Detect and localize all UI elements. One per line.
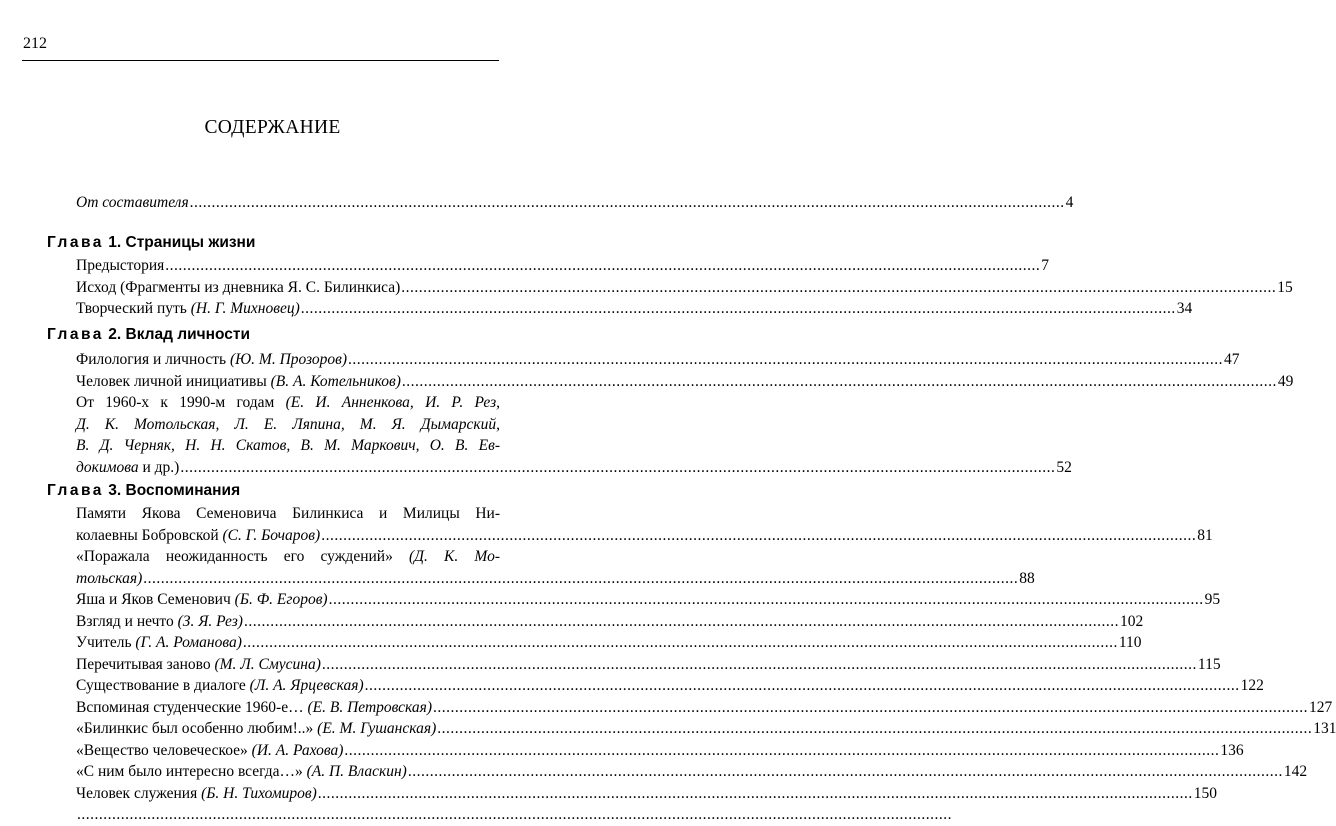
entry-text: Взгляд и нечто: [76, 612, 178, 630]
entry-author: (В. А. Котельников): [270, 372, 401, 390]
dot-leader: [321, 525, 1196, 547]
chapter-number: 1.: [108, 234, 122, 251]
entry-text: Учитель: [76, 634, 136, 651]
dot-leader: [190, 192, 1065, 214]
chapter-title: Вклад личности: [125, 326, 250, 343]
toc-entry: [76, 675, 1264, 697]
entry-author: (Ю. М. Прозоров): [230, 351, 348, 368]
entry-author: (Е. В. Петровская): [307, 698, 433, 716]
entry-author: (Г. А. Романова): [135, 634, 242, 651]
entry-text: Яша и Яков Семенович: [76, 591, 235, 608]
toc-entry: [76, 804, 500, 826]
entry-text: Вспоминая студенческие 1960-е…: [76, 698, 308, 716]
toc-entry-title: [76, 654, 321, 676]
toc-page-number: 7: [1041, 257, 1050, 274]
toc-page-number: 49: [1277, 372, 1294, 390]
entry-author: (Д. К. Мо-: [409, 548, 500, 565]
entry-text: Творческий путь: [76, 300, 191, 317]
dot-leader: [318, 783, 1193, 805]
entry-author: тольская): [76, 569, 143, 587]
toc-entry: [76, 654, 1221, 676]
toc-page-number: 95: [1204, 591, 1221, 608]
dot-leader: [401, 277, 1276, 299]
chapter-heading: [47, 482, 240, 500]
entry-text: Перечитывая заново: [76, 655, 215, 673]
chapter-number: 2.: [108, 326, 122, 343]
entry-text: Человек личной инициативы: [76, 372, 271, 390]
toc-page-number: 136: [1220, 741, 1244, 759]
entry-author: (С. Г. Бочаров): [222, 526, 321, 544]
toc-page-number: 34: [1176, 300, 1193, 317]
dot-leader: [348, 349, 1223, 371]
entry-text: Существование в диалоге: [76, 677, 250, 694]
toc-entry: [76, 457, 1072, 479]
entry-author: докимова: [76, 458, 139, 476]
entry-author: (М. Л. Смусина): [214, 655, 321, 673]
toc-page-number: 81: [1197, 526, 1213, 544]
toc-page-number: 47: [1224, 351, 1240, 368]
entry-author: (Л. А. Ярцевская): [249, 677, 364, 694]
toc-entry: [76, 371, 1294, 393]
dot-leader: [365, 675, 1240, 697]
entry-text: «С ним было интересно всегда…»: [76, 763, 307, 780]
entry-text: колаевны Бобровской: [76, 526, 223, 544]
entry-text: От 1960-х к 1990-м годам: [76, 394, 286, 411]
chapter-3-entries: [76, 503, 1336, 826]
dot-leader: [433, 697, 1308, 719]
chapter-word: Глава: [47, 234, 104, 251]
dot-leader: [329, 589, 1204, 611]
header-rule: [22, 60, 499, 61]
dot-leader: [143, 568, 1018, 590]
toc-entry-title: [76, 718, 436, 740]
toc-entry: [76, 298, 1193, 320]
entry-author: (Н. Г. Михновец): [190, 300, 300, 317]
entry-text: «Поражала неожиданность его суждений»: [76, 548, 409, 565]
entry-author: (Е. И. Анненкова, И. Р. Рез,: [285, 394, 500, 411]
toc-entry-line: [76, 546, 500, 568]
chapter-2-entries: [76, 349, 1294, 478]
dot-leader: [402, 371, 1277, 393]
chapter-1-entries: [76, 255, 1293, 320]
toc-entry: [76, 192, 1074, 214]
entry-author: (З. Я. Рез): [177, 612, 243, 630]
page-title: СОДЕРЖАНИЕ: [204, 117, 341, 138]
toc-entry-title: [76, 740, 343, 762]
toc-entry-title: [76, 697, 432, 719]
toc-entry-title: От составителя: [76, 194, 189, 211]
toc-entry: [76, 568, 1035, 590]
entry-author: (А. П. Власкин): [306, 763, 407, 780]
toc-page-number: 88: [1019, 569, 1035, 587]
toc-entry-title: Предыстория: [76, 257, 165, 274]
toc-entry-title: [76, 349, 347, 371]
toc-entry: [76, 718, 1336, 740]
toc-page-number: 150: [1193, 784, 1218, 802]
toc-page-number: 142: [1283, 763, 1308, 780]
toc-entry-line: [76, 392, 500, 414]
entry-author-line: Д. К. Мотольская, Л. Е. Ляпина, М. Я. Дымарский,: [76, 415, 500, 433]
toc-page-number: 115: [1197, 655, 1221, 673]
entry-author: (Б. Ф. Егоров): [234, 591, 328, 608]
entry-text: и др.): [138, 458, 180, 476]
toc-page-number: 110: [1118, 634, 1142, 651]
toc-page-number: 122: [1240, 677, 1264, 694]
toc-entry: [76, 255, 1050, 277]
page-number: 212: [23, 35, 47, 52]
chapter-title: Воспоминания: [125, 482, 241, 499]
entry-author: (И. А. Рахова): [251, 741, 344, 759]
entry-text: Человек служения: [76, 784, 202, 802]
toc-entry: [76, 783, 1218, 805]
dot-leader: [322, 654, 1197, 676]
toc-entry-title: [76, 783, 317, 805]
toc-entry: [76, 697, 1333, 719]
toc-entry: [76, 277, 1293, 299]
chapter-word: Глава: [47, 326, 104, 343]
toc-entry: [76, 611, 1144, 633]
chapter-title: Страницы жизни: [125, 234, 256, 251]
toc-page-number: 52: [1056, 458, 1072, 476]
toc-entry: [76, 349, 1240, 371]
dot-leader: [165, 255, 1040, 277]
toc-intro: [76, 192, 1074, 214]
dot-leader: [301, 298, 1176, 320]
dot-leader: [243, 632, 1118, 654]
dot-leader: [77, 804, 952, 826]
toc-page-number: 15: [1277, 278, 1293, 296]
dot-leader: [437, 718, 1312, 740]
chapter-heading: [47, 234, 255, 252]
toc-entry: [76, 632, 1142, 654]
toc-entry: [76, 761, 1308, 783]
toc-entry: [76, 589, 1221, 611]
entry-author-line: В. Д. Черняк, Н. Н. Скатов, В. М. Маркович, О. В. Ев-: [76, 437, 500, 454]
toc-page-number: 131: [1313, 720, 1336, 737]
entry-text: Филология и личность: [76, 351, 230, 368]
toc-entry-title: [76, 457, 179, 479]
chapter-heading: [47, 326, 250, 344]
chapter-word: Глава: [47, 482, 104, 499]
toc-page-number: 127: [1309, 698, 1333, 716]
toc-entry-title: [76, 675, 364, 697]
entry-text: «Вещество человеческое»: [76, 741, 252, 759]
dot-leader: [344, 740, 1219, 762]
toc-entry-title: [76, 589, 328, 611]
toc-entry: [76, 740, 1244, 762]
toc-entry-title: [76, 761, 407, 783]
dot-leader: [180, 457, 1055, 479]
toc-entry-line: Памяти Якова Семеновича Билинкиса и Милицы Ни-: [76, 505, 500, 522]
toc-entry-title: [76, 611, 243, 633]
toc-entry-title: [76, 632, 242, 654]
entry-author: (Б. Н. Тихомиров): [201, 784, 317, 802]
dot-leader: [244, 611, 1119, 633]
toc-entry-title: [76, 371, 401, 393]
toc-entry-title: Исход (Фрагменты из дневника Я. С. Билинкиса): [76, 278, 401, 296]
entry-text: «Билинкис был особенно любим!..»: [76, 720, 318, 737]
toc-entry-title: [76, 298, 300, 320]
toc-page-number: 102: [1119, 612, 1144, 630]
toc-entry: [76, 525, 1213, 547]
entry-author: (Е. М. Гушанская): [317, 720, 437, 737]
toc-page-number: 4: [1065, 194, 1074, 211]
dot-leader: [408, 761, 1283, 783]
toc-entry-title: [76, 525, 320, 547]
chapter-number: 3.: [108, 482, 122, 499]
